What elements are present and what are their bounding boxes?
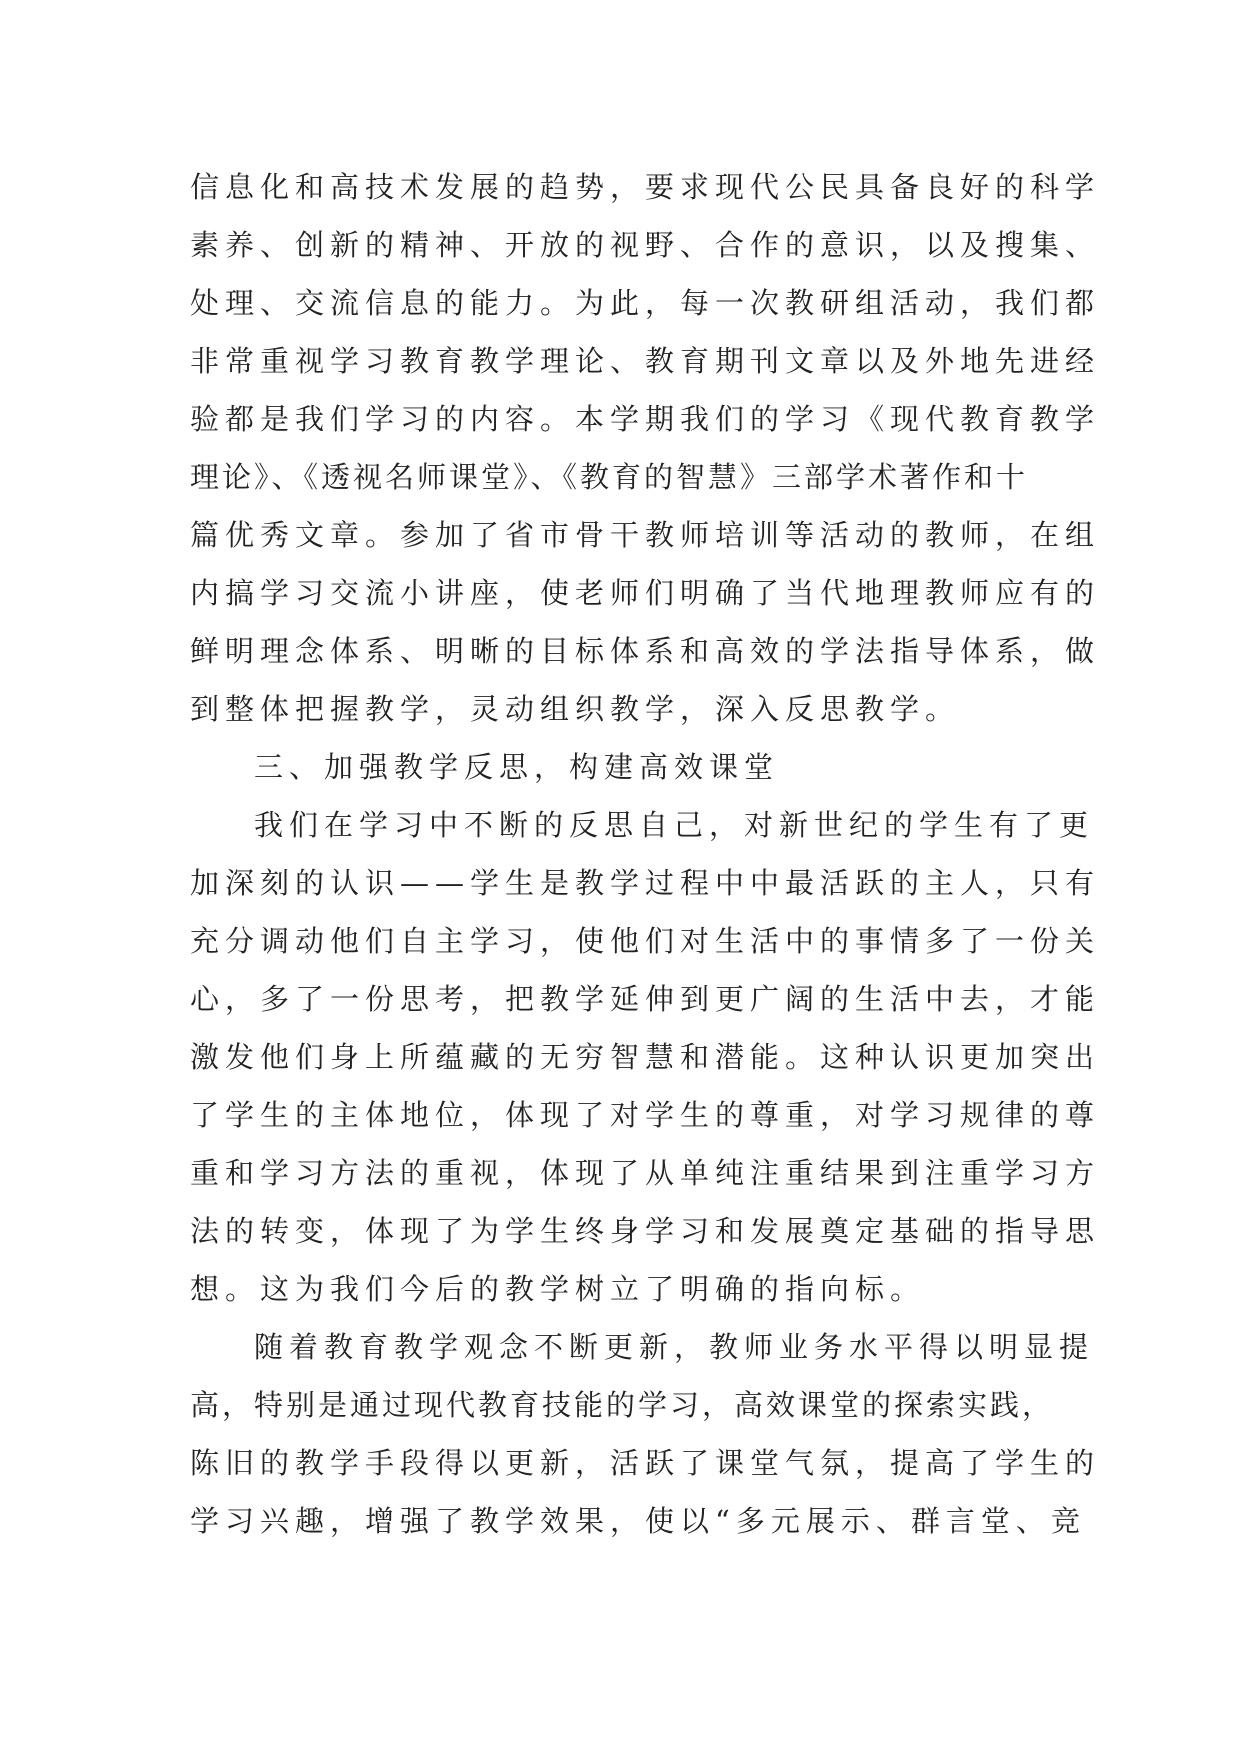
- text-line: 我们在学习中不断的反思自己，对新世纪的学生有了更: [254, 808, 1095, 842]
- text-line: 学习兴趣，增强了教学效果，使以“多元展示、群言堂、竞: [190, 1504, 1086, 1538]
- text-line: 处理、交流信息的能力。为此，每一次教研组活动，我们都: [190, 286, 1101, 320]
- text-line: 了学生的主体地位，体现了对学生的尊重，对学习规律的尊: [190, 1098, 1101, 1132]
- text-line: 法的转变，体现了为学生终身学习和发展奠定基础的指导思: [190, 1214, 1101, 1248]
- text-line: 信息化和高技术发展的趋势，要求现代公民具备良好的科学: [190, 170, 1101, 204]
- text-line: 验都是我们学习的内容。本学期我们的学习《现代教育教学: [190, 402, 1101, 436]
- text-line: 内搞学习交流小讲座，使老师们明确了当代地理教师应有的: [190, 576, 1101, 610]
- text-line: 鲜明理念体系、明晰的目标体系和高效的学法指导体系，做: [190, 634, 1101, 668]
- text-line: 理论》、《透视名师课堂》、《教育的智慧》三部学术著作和十: [190, 460, 1029, 494]
- text-line: 非常重视学习教育教学理论、教育期刊文章以及外地先进经: [190, 344, 1101, 378]
- body-text: [190, 158, 1101, 1550]
- text-line: 充分调动他们自主学习，使他们对生活中的事情多了一份关: [190, 924, 1101, 958]
- text-line: 篇优秀文章。参加了省市骨干教师培训等活动的教师，在组: [190, 518, 1101, 552]
- text-line: 心，多了一份思考，把教学延伸到更广阔的生活中去，才能: [190, 982, 1101, 1016]
- text-line: 随着教育教学观念不断更新，教师业务水平得以明显提: [254, 1330, 1095, 1364]
- text-line: 到整体把握教学，灵动组织教学，深入反思教学。: [190, 692, 961, 726]
- text-line: 想。这为我们今后的教学树立了明确的指向标。: [190, 1272, 926, 1306]
- text-line: 陈旧的教学手段得以更新，活跃了课堂气氛，提高了学生的: [190, 1446, 1101, 1480]
- text-line: 高，特别是通过现代教育技能的学习，高效课堂的探索实践，: [190, 1388, 1055, 1422]
- text-line: 激发他们身上所蕴藏的无穷智慧和潜能。这种认识更加突出: [190, 1040, 1101, 1074]
- text-line: 素养、创新的精神、开放的视野、合作的意识，以及搜集、: [190, 228, 1101, 262]
- text-line: 重和学习方法的重视，体现了从单纯注重结果到注重学习方: [190, 1156, 1101, 1190]
- section-heading: 三、加强教学反思，构建高效课堂: [254, 750, 780, 784]
- text-line: 加深刻的认识——学生是教学过程中中最活跃的主人，只有: [190, 866, 1101, 900]
